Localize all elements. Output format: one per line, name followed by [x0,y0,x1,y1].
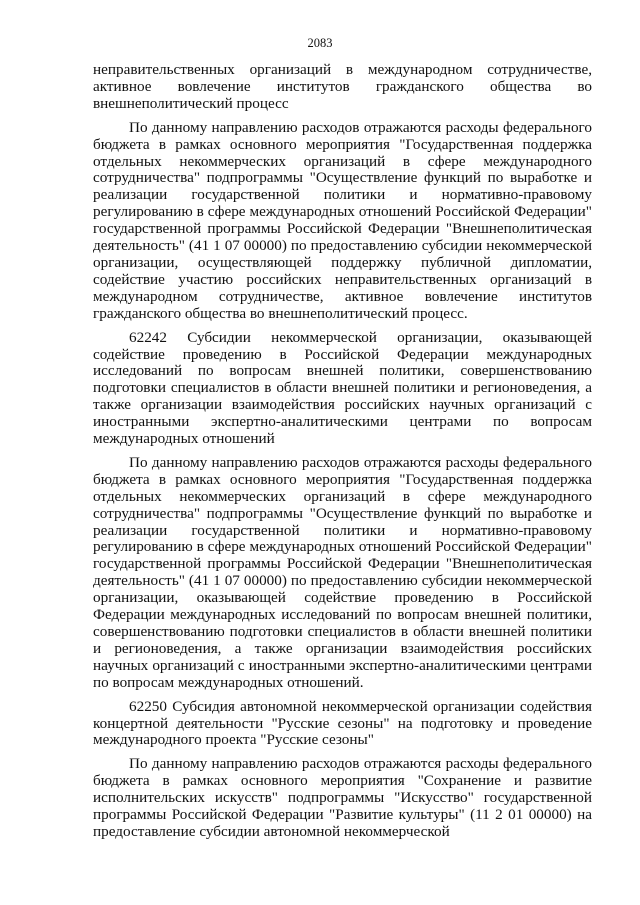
paragraph-description-2: По данному направлению расходов отражаются расходы федерального бюджета в рамках основного мероприятия "Государственная поддержка отдельных некоммерческих организаций в сфере международного сотрудничества" подпрограммы "Осуществление функций по выработке и реализации государственной политики и нормативно-правовому регулированию в сфере международных отношений Российской Федерации" государственной программы Российской Федерации "Внешнеполитическая деятельность" (41 1 07 00000) по предоставлению субсидии некоммерческой организации, оказывающей содействие проведению в Российской Федерации международных исследований по вопросам внешней политики, совершенствованию подготовки специалистов в области внешней политики и регионоведения, а также организации взаимодействия российских научных организаций с иностранными экспертно-аналитическими центрами по вопросам международных отношений. [93,453,592,691]
paragraph-continuation: неправительственных организаций в международном сотрудничестве, активное вовлечение институтов гражданского общества во внешнеполитический процесс [93,61,592,112]
paragraph-description-1: По данному направлению расходов отражаются расходы федерального бюджета в рамках основного мероприятия "Государственная поддержка отдельных некоммерческих организаций в сфере международного сотрудничества" подпрограммы "Осуществление функций по выработке и реализации государственной политики и нормативно-правовому регулированию в сфере международных отношений Российской Федерации" государственной программы Российской Федерации "Внешнеполитическая деятельность" (41 1 07 00000) по предоставлению субсидии некоммерческой организации, осуществляющей поддержку публичной дипломатии, содействие участию российских неправительственных организаций в международном сотрудничестве, активное вовлечение институтов гражданского общества во внешнеполитический процесс. [93,118,592,322]
paragraph-code-62242: 62242 Субсидии некоммерческой организации, оказывающей содействие проведению в Российской Федерации международных исследований по вопросам внешней политики, совершенствованию подготовки специалистов в области внешней политики и регионоведения, а также организации взаимодействия российских научных организаций с иностранными экспертно-аналитическими центрами по вопросам международных отношений [93,328,592,448]
paragraph-description-3: По данному направлению расходов отражаются расходы федерального бюджета в рамках основного мероприятия "Сохранение и развитие исполнительских искусств" подпрограммы "Искусство" государственной программы Российской Федерации "Развитие культуры" (11 2 01 00000) на предоставление субсидии автономной некоммерческой [93,755,592,840]
paragraph-code-62250: 62250 Субсидия автономной некоммерческой организации содействия концертной деятельности "Русские сезоны" на подготовку и проведение международного проекта "Русские сезоны" [93,697,592,749]
page-number: 2083 [307,36,333,50]
document-body [93,62,592,841]
